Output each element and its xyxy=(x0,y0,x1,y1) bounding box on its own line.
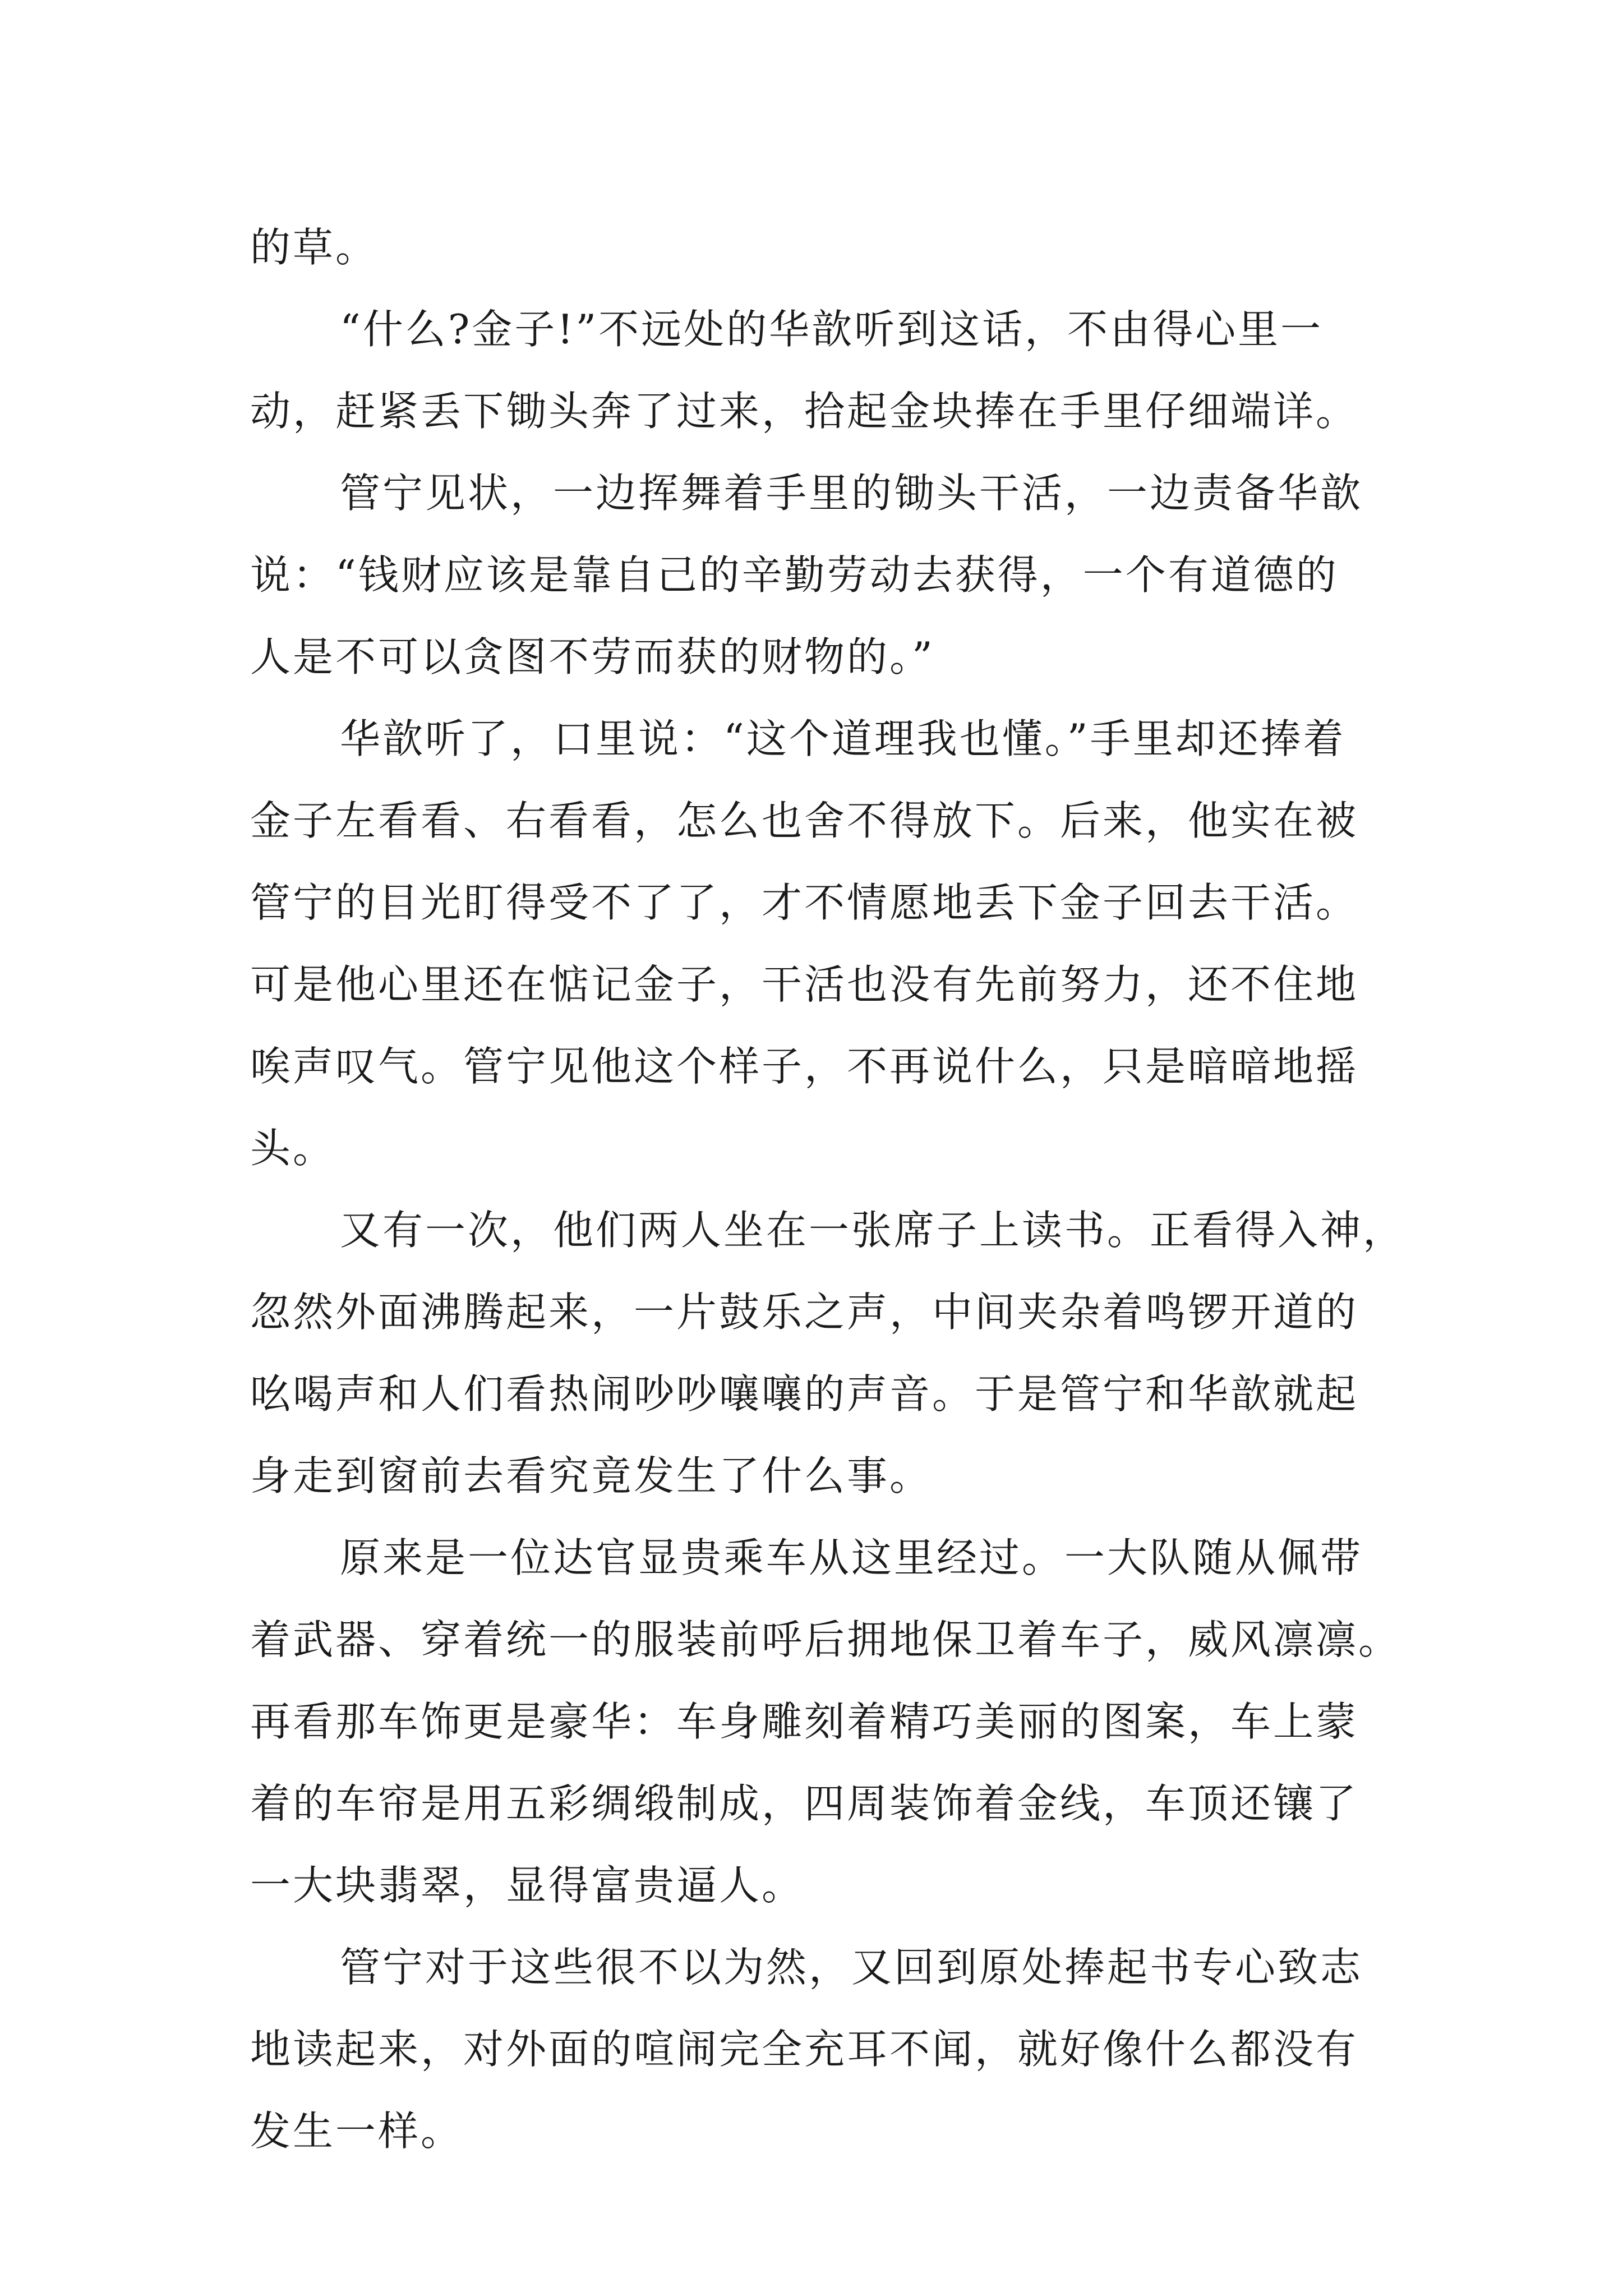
text-line: 管宁的目光盯得受不了了，才不情愿地丢下金子回去干活。 xyxy=(250,879,1359,926)
text-line: 吆喝声和人们看热闹吵吵嚷嚷的声音。于是管宁和华歆就起 xyxy=(250,1370,1359,1418)
text-line: 地读起来，对外面的喧闹完全充耳不闻，就好像什么都没有 xyxy=(250,2026,1359,2073)
text-line: 一大块翡翠，显得富贵逼人。 xyxy=(250,1862,805,1909)
text-line: 又有一次，他们两人坐在一张席子上读书。正看得入神， xyxy=(340,1207,1406,1254)
text-line: 说：“钱财应该是靠自己的辛勤劳动去获得，一个有道德的 xyxy=(250,551,1339,599)
text-line: 的草。 xyxy=(250,224,379,271)
text-line: 身走到窗前去看究竟发生了什么事。 xyxy=(250,1452,933,1499)
text-line: 管宁对于这些很不以为然，又回到原处捧起书专心致志 xyxy=(340,1944,1363,1991)
text-line: 忽然外面沸腾起来，一片鼓乐之声，中间夹杂着鸣锣开道的 xyxy=(250,1289,1359,1336)
text-line: “什么?金子!”不远处的华歆听到这话，不由得心里一 xyxy=(340,306,1324,353)
text-line: 华歆听了，口里说：“这个道理我也懂。”手里却还捧着 xyxy=(340,715,1346,762)
text-line: 着的车帘是用五彩绸缎制成，四周装饰着金线，车顶还镶了 xyxy=(250,1780,1359,1827)
text-line: 发生一样。 xyxy=(250,2108,464,2155)
text-line: 可是他心里还在惦记金子，干活也没有先前努力，还不住地 xyxy=(250,961,1359,1008)
text-line: 头。 xyxy=(250,1125,336,1172)
text-line: 人是不可以贪图不劳而获的财物的。” xyxy=(250,633,935,680)
text-line: 再看那车饰更是豪华：车身雕刻着精巧美丽的图案，车上蒙 xyxy=(250,1698,1359,1745)
text-line: 原来是一位达官显贵乘车从这里经过。一大队随从佩带 xyxy=(340,1534,1363,1581)
text-line: 着武器、穿着统一的服装前呼后拥地保卫着车子，威风凛凛。 xyxy=(250,1616,1401,1663)
body-text xyxy=(250,206,1406,2172)
text-line: 金子左看看、右看看，怎么也舍不得放下。后来，他实在被 xyxy=(250,797,1359,844)
text-line: 管宁见状，一边挥舞着手里的锄头干活，一边责备华歆 xyxy=(340,470,1363,517)
text-line: 唉声叹气。管宁见他这个样子，不再说什么，只是暗暗地摇 xyxy=(250,1043,1359,1090)
text-line: 动，赶紧丢下锄头奔了过来，拾起金块捧在手里仔细端详。 xyxy=(250,388,1359,435)
